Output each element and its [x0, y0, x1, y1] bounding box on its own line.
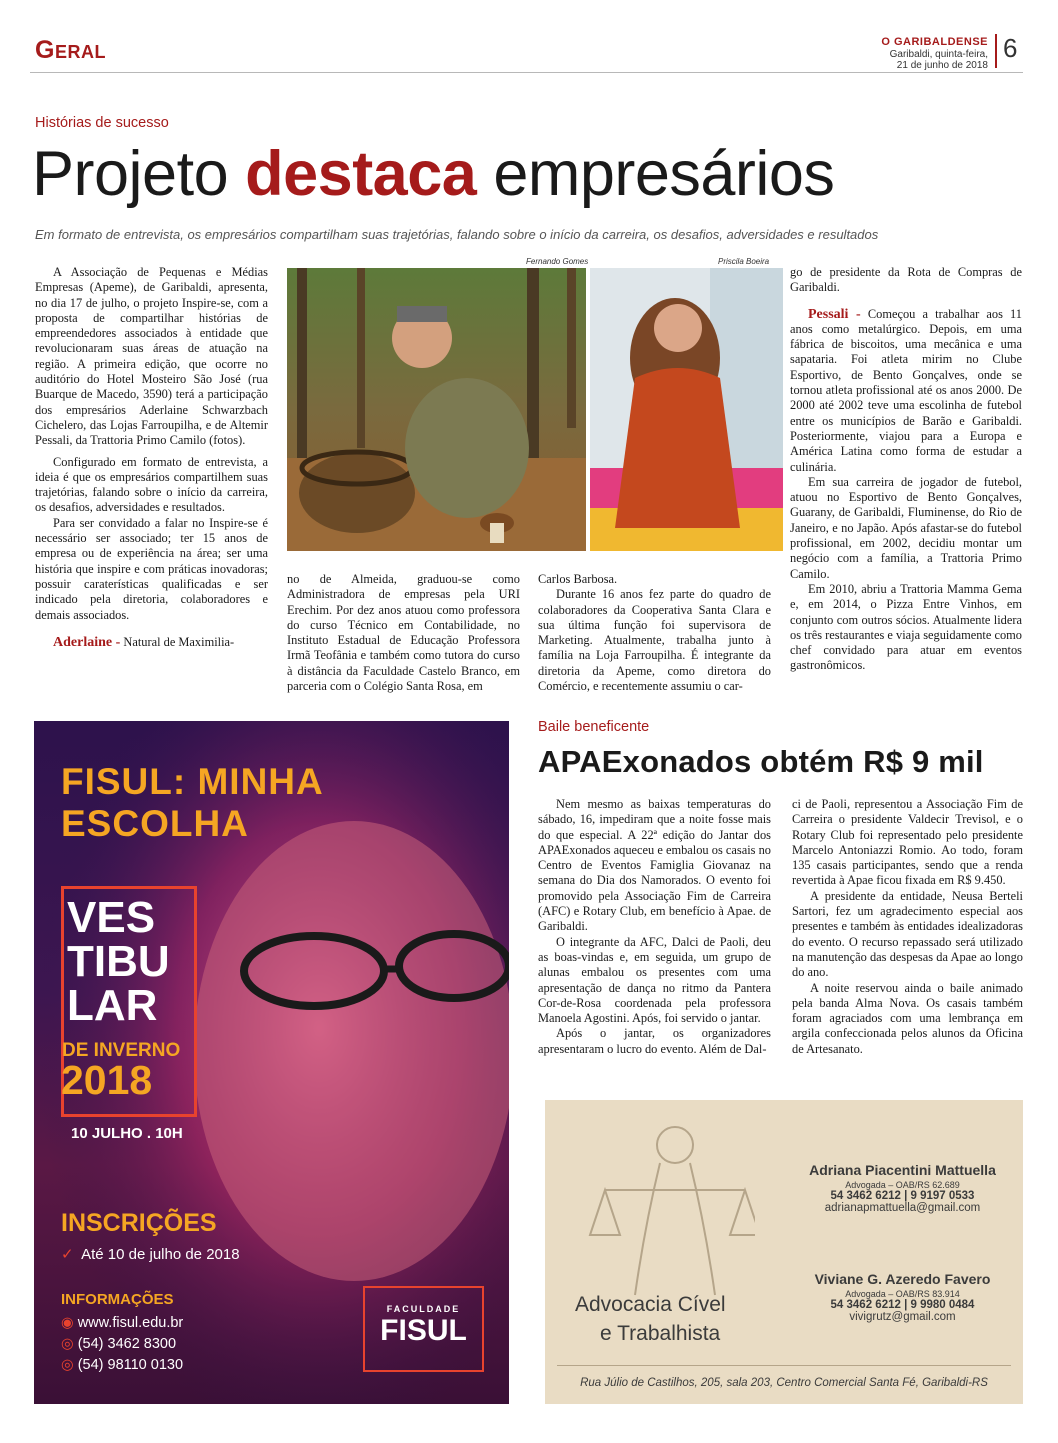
info-title: INFORMAÇÕES	[61, 1291, 174, 1308]
paragraph: ci de Paoli, representou a Associação Fim de Carreira o presidente Valdecir Trevisol, e o Rotary Club foi representado pelo presidente Marcelo Antoniazzi Romio. Ao todo, foram 135 casais participantes, sendo que a renda revertida à Apae ficou fixada em R$ 9.450.	[792, 797, 1023, 888]
paragraph: Nem mesmo as baixas temperaturas do sábado, 16, impediram que a noite fosse mais do que especial. A 22ª edição do Jantar dos APAExonados aqueceu e embalou os casais no Centro de Eventos Famiglia Giovanaz na semana do Dia dos Namorados. O evento foi promovido pela Associação Fim de Carreira (AFC) e Rotary Club, em benefício à Apae. de Garibaldi.	[538, 797, 771, 934]
paragraph: Durante 16 anos fez parte do quadro de colaboradores da Cooperativa Santa Clara e sua última função foi supervisora de Marketing. Atualmente, trabalha junto à família na Loja Farroupilha. É integrante da diretoria da Apeme, como diretora do Comércio, e recentemente assumiu o car-	[538, 587, 771, 694]
photo-credit: Fernando Gomes	[526, 257, 589, 266]
header-rule	[30, 72, 1023, 73]
lawyer-1-card	[800, 1162, 1005, 1214]
lawyer-2-card	[800, 1271, 1005, 1323]
vestibular-year: 2018	[61, 1057, 153, 1103]
lawyer-1-email[interactable]: adrianapmattuella@gmail.com	[824, 1202, 981, 1214]
headline-word-1: Projeto	[32, 139, 229, 209]
section-label: Geral	[35, 36, 106, 64]
check-icon: ✓	[61, 1246, 74, 1263]
fisul-slogan: FISUL: MINHA ESCOLHA	[61, 761, 323, 844]
page-number: 6	[1003, 33, 1018, 63]
place-date-line-1: Garibaldi, quinta-feira,	[889, 48, 988, 60]
paragraph: A Associação de Pequenas e Médias Empresas (Apeme), de Garibaldi, apresenta, no dia 17 de julho, o projeto Inspire-se, com a proposta de compartilhar histórias de empreendedores associados à entidade que revolucionaram suas áreas de atuação na região. A primeira edição, que ocorre no auditório do Hotel Mosteiro São José (rua Buarque de Macedo, 3590) terá a participação dos empresários Aderlaine Schwarzbach Cichelero, das Lojas Farroupilha, e de Altemir Pessali, da Trattoria Primo Camilo (fotos).	[35, 265, 268, 448]
headline-word-3: empresários	[493, 139, 835, 209]
logo-main-text: FISUL	[380, 1314, 467, 1347]
vestibular-date: 10 JULHO . 10H	[71, 1125, 183, 1142]
paragraph: no de Almeida, graduou-se como Administradora de empresas pela URI Erechim. Por dez anos atuou como professora do curso Técnico em Contabilidade, no Instituto Estadual de Educação Professora Irmã Teofânia e também como tutora do curso à distância da Faculdade Castelo Branco, em parceria com o Colégio Santa Rosa, em	[287, 572, 520, 694]
lawyer-2-email[interactable]: vivigrutz@gmail.com	[849, 1311, 956, 1323]
globe-icon: ◉	[61, 1315, 74, 1331]
fisul-site-link[interactable]: www.fisul.edu.br	[77, 1315, 184, 1331]
law-address: Rua Júlio de Castilhos, 205, sala 203, Centro Comercial Santa Fé, Garibaldi-RS	[580, 1377, 988, 1389]
paragraph: Em sua carreira de jogador de futebol, atuou no Esportivo de Bento Gonçalves, Guarany, de Garibaldi, Fluminense, do Rio de Janeiro, e no Japão. Após afastar-se do futebol profissional, em 2002, decidiu montar um negócio com a família, a Trattoria Primo Camilo.	[790, 474, 1022, 581]
place-date-line-2: 21 de junho de 2018	[896, 60, 988, 71]
article-kicker: Histórias de sucesso	[35, 115, 169, 131]
phone-icon: ◎	[61, 1336, 74, 1352]
photo-aderlaine-illustration	[590, 268, 783, 551]
paragraph: O integrante da AFC, Dalci de Paoli, deu as boas-vindas e, em seguida, um grupo de alunas embalou os presentes com uma apresentação de dança no ritmo da Pantera Cor-de-Rosa coordenada pela professora Manoela Agostini. Após, foi servido o jantar.	[538, 934, 771, 1026]
article2-headline: APAExonados obtém R$ 9 mil	[538, 744, 984, 779]
article1-column-4	[790, 265, 1022, 674]
photo-pessali	[287, 268, 586, 551]
paragraph: Em 2010, abriu a Trattoria Mamma Gema e, em 2014, o Pizza Entre Vinhos, em conjunto com outros sócios. Atualmente lidera os três restaurantes e viaja seguidamente como chef convidado para atuar em eventos gastronômicos.	[790, 581, 1022, 673]
photo-aderlaine	[590, 268, 783, 551]
article2-column-1	[538, 797, 771, 1057]
paragraph: Configurado em formato de entrevista, a ideia é que os empresários compartilhem suas trajetórias, falando sobre o início da carreira, os desafios, adversidades e resultados.	[35, 454, 268, 515]
vestibular-line: LAR	[67, 981, 158, 1030]
fisul-advertisement[interactable]	[34, 721, 509, 1404]
vestibular-line: TIBU	[67, 937, 170, 986]
lawyer-1-name: Adriana Piacentini Mattuella	[809, 1162, 996, 1178]
scales-of-justice-icon	[585, 1115, 755, 1305]
lawyer-2-phones: 54 3462 6212 | 9 9980 0484	[830, 1299, 975, 1311]
photo-credit: Priscila Boeira	[718, 257, 770, 266]
paragraph: A presidente da entidade, Neusa Berteli Sartori, fez um agradecimento especial aos presentes e também às entidades idealizadoras do evento. O recurso repassado será utilizado na manutenção das despesas da Apae ao longo do ano.	[792, 888, 1023, 980]
article1-column-2	[287, 572, 520, 694]
law-ad-divider	[557, 1365, 1011, 1366]
info-list	[61, 1313, 183, 1376]
paragraph: Natural de Maximilia-	[123, 634, 235, 649]
inscricoes-deadline	[61, 1245, 240, 1263]
paragraph: go de presidente da Rota de Compras de Garibaldi.	[790, 265, 1022, 295]
article1-column-1	[35, 265, 268, 650]
paragraph: Carlos Barbosa.	[538, 572, 618, 586]
law-office-title	[575, 1290, 726, 1348]
law-advertisement[interactable]	[545, 1100, 1023, 1404]
article-headline	[32, 136, 1027, 212]
paragraph: A noite reservou ainda o baile animado pela banda Alma Nova. Os casais também foram agraciados com uma lembrança em argila confeccionada pelos alunos da Oficina de Artesanato.	[792, 980, 1023, 1056]
newspaper-name: O GARIBALDENSE	[881, 36, 988, 48]
article1-column-3	[538, 572, 771, 694]
fisul-phone-2: (54) 98110 0130	[77, 1357, 184, 1373]
deadline-text: Até 10 de julho de 2018	[81, 1246, 240, 1263]
subhead-aderlaine: Aderlaine -	[53, 634, 121, 650]
inscricoes-title: INSCRIÇÕES	[61, 1209, 217, 1237]
whatsapp-icon: ◎	[61, 1357, 74, 1373]
logo-top-text: FACULDADE	[386, 1304, 461, 1314]
vestibular-season: DE INVERNO	[62, 1040, 181, 1061]
vestibular-line: VES	[67, 893, 156, 942]
lawyer-1-oab: Advogada – OAB/RS 62.689	[845, 1180, 960, 1190]
fisul-logo	[363, 1286, 484, 1372]
paragraph: Após o jantar, os organizadores apresentaram o lucro do evento. Além de Dal-	[538, 1026, 771, 1056]
lawyer-2-name: Viviane G. Azeredo Favero	[814, 1271, 991, 1287]
lawyer-2-oab: Advogada – OAB/RS 83.914	[845, 1289, 960, 1299]
article2-kicker: Baile beneficente	[538, 719, 650, 735]
header-divider	[995, 34, 997, 68]
paragraph: Para ser convidado a falar no Inspire-se é necessário ser associado; ter 15 anos de empresa ou de experiência na área; ser uma história que inspire e com práticas inovadoras; possuir caraterísticas qualificadas e ser indicado pela diretoria, colaboradores e demais associados.	[35, 515, 268, 622]
photo-pessali-illustration	[287, 268, 586, 551]
law-title-line: e Trabalhista	[600, 1322, 721, 1345]
headline-highlight: destaca	[245, 139, 477, 209]
vestibular-title	[67, 893, 170, 1030]
article-deck: Em formato de entrevista, os empresários compartilham suas trajetórias, falando sobre o início da carreira, os desafios, adversidades e resultados	[35, 227, 879, 242]
law-title-line: Advocacia Cível	[575, 1293, 726, 1316]
subhead-pessali: Pessali -	[808, 306, 861, 322]
paragraph: Começou a trabalhar aos 11 anos como metalúrgico. Depois, em uma fábrica de biscoitos, uma mecânica e uma sapataria. Foi atleta mirim no Clube Esportivo, de Bento Gonçalves, onde se tornou atleta profissional até os anos 2000. De 2000 até 2002 teve uma escolinha de futebol entre os municípios de Barão e Garibaldi. Posteriormente, viajou para a Europa e América Latina como forma de estudar a culinária.	[790, 306, 1022, 474]
masthead	[881, 37, 988, 72]
lawyer-1-phones: 54 3462 6212 | 9 9197 0533	[830, 1190, 975, 1202]
article2-column-2	[792, 797, 1023, 1057]
fisul-phone-1: (54) 3462 8300	[77, 1336, 177, 1352]
